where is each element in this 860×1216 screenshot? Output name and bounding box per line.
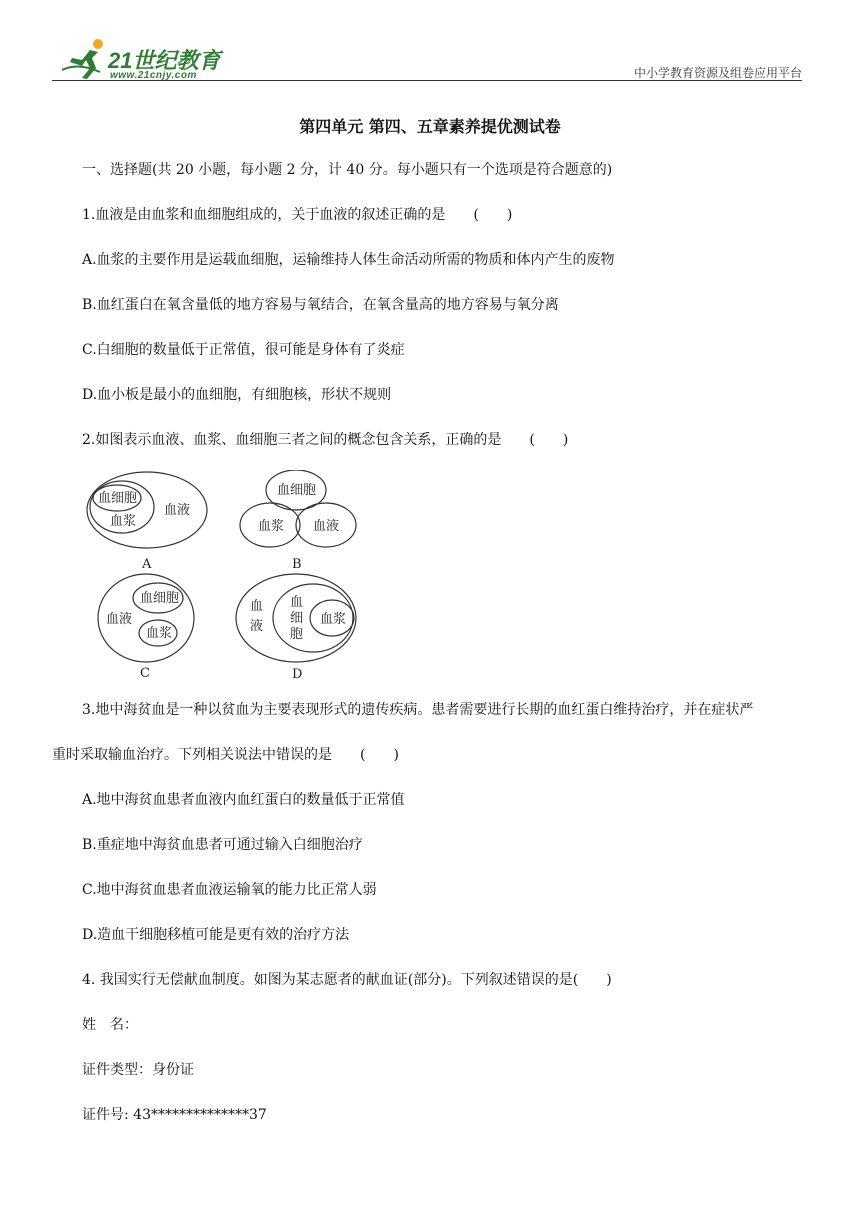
runner-logo-icon	[60, 36, 110, 80]
diagram-b	[240, 470, 356, 547]
diagram-a-cells-label: 血细胞	[98, 491, 138, 506]
diagram-c-cells-label: 血细胞	[140, 591, 180, 606]
q1-option-d: D.血小板是最小的血细胞，有细胞核，形状不规则	[82, 387, 392, 403]
logo-url: www.21cnjy.com	[110, 70, 197, 81]
diagram-a-blood-label: 血液	[164, 503, 191, 518]
diagram-b-blood-label: 血液	[313, 519, 340, 534]
q1-option-c: C.白细胞的数量低于正常值，很可能是身体有了炎症	[82, 342, 405, 358]
diagram-d-blood-char-2: 液	[250, 619, 264, 634]
q1-option-a: A.血浆的主要作用是运载血细胞，运输维持人体生命活动所需的物质和体内产生的废物	[82, 252, 615, 268]
q3-option-a: A.地中海贫血患者血液内血红蛋白的数量低于正常值	[82, 792, 405, 808]
header-divider	[52, 80, 802, 81]
diagram-d-cells-char-3: 胞	[290, 627, 304, 642]
diagram-a-letter: A	[142, 557, 152, 572]
q3-option-d: D.造血干细胞移植可能是更有效的治疗方法	[82, 927, 350, 943]
diagram-b-plasma-label: 血浆	[258, 519, 285, 534]
q4-id-number: 证件号: 43**************37	[82, 1107, 267, 1123]
q4-id-type: 证件类型：身份证	[82, 1062, 194, 1078]
diagram-d-cells-char-1: 血	[290, 595, 304, 610]
diagram-b-cells-label: 血细胞	[277, 483, 317, 498]
q1-option-b: B.血红蛋白在氧含量低的地方容易与氧结合，在氧含量高的地方容易与氧分离	[82, 297, 559, 313]
logo-text: 21世纪教育	[108, 48, 221, 73]
concept-diagram	[84, 470, 364, 685]
q2-stem: 2.如图表示血液、血浆、血细胞三者之间的概念包含关系，正确的是 ( )	[82, 432, 569, 448]
q3-option-c: C.地中海贫血患者血液运输氧的能力比正常人弱	[82, 882, 377, 898]
q1-stem: 1.血液是由血浆和血细胞组成的，关于血液的叙述正确的是 ( )	[82, 207, 513, 223]
page-header	[52, 32, 802, 84]
q3-option-b: B.重症地中海贫血患者可通过输入白细胞治疗	[82, 837, 363, 853]
diagram-d-letter: D	[292, 667, 303, 682]
diagram-c-blood-label: 血液	[106, 612, 133, 627]
diagram-c-plasma-label: 血浆	[146, 626, 173, 641]
platform-name: 中小学教育资源及组卷应用平台	[633, 66, 802, 80]
diagram-a-plasma-label: 血浆	[110, 514, 137, 529]
q4-stem: 4. 我国实行无偿献血制度。如图为某志愿者的献血证(部分)。下列叙述错误的是( )	[82, 972, 612, 988]
q3-stem-line-2: 重时采取输血治疗。下列相关说法中错误的是 ( )	[52, 747, 399, 763]
diagram-c-letter: C	[140, 666, 150, 681]
logo	[60, 36, 240, 84]
page-title: 第四单元 第四、五章素养提优测试卷	[299, 117, 561, 136]
section-heading: 一、选择题(共 20 小题，每小题 2 分，计 40 分。每小题只有一个选项是符合题意的)	[82, 162, 613, 178]
q3-stem-line-1: 3.地中海贫血是一种以贫血为主要表现形式的遗传疾病。患者需要进行长期的血红蛋白维持治疗，并在症状严	[82, 702, 754, 718]
q4-name-field: 姓 名：	[82, 1017, 138, 1033]
diagram-d-cells-char-2: 细	[290, 611, 304, 626]
diagram-d-plasma-label: 血浆	[320, 612, 347, 627]
diagram-b-letter: B	[292, 557, 302, 572]
diagram-d-blood-char-1: 血	[250, 599, 264, 614]
